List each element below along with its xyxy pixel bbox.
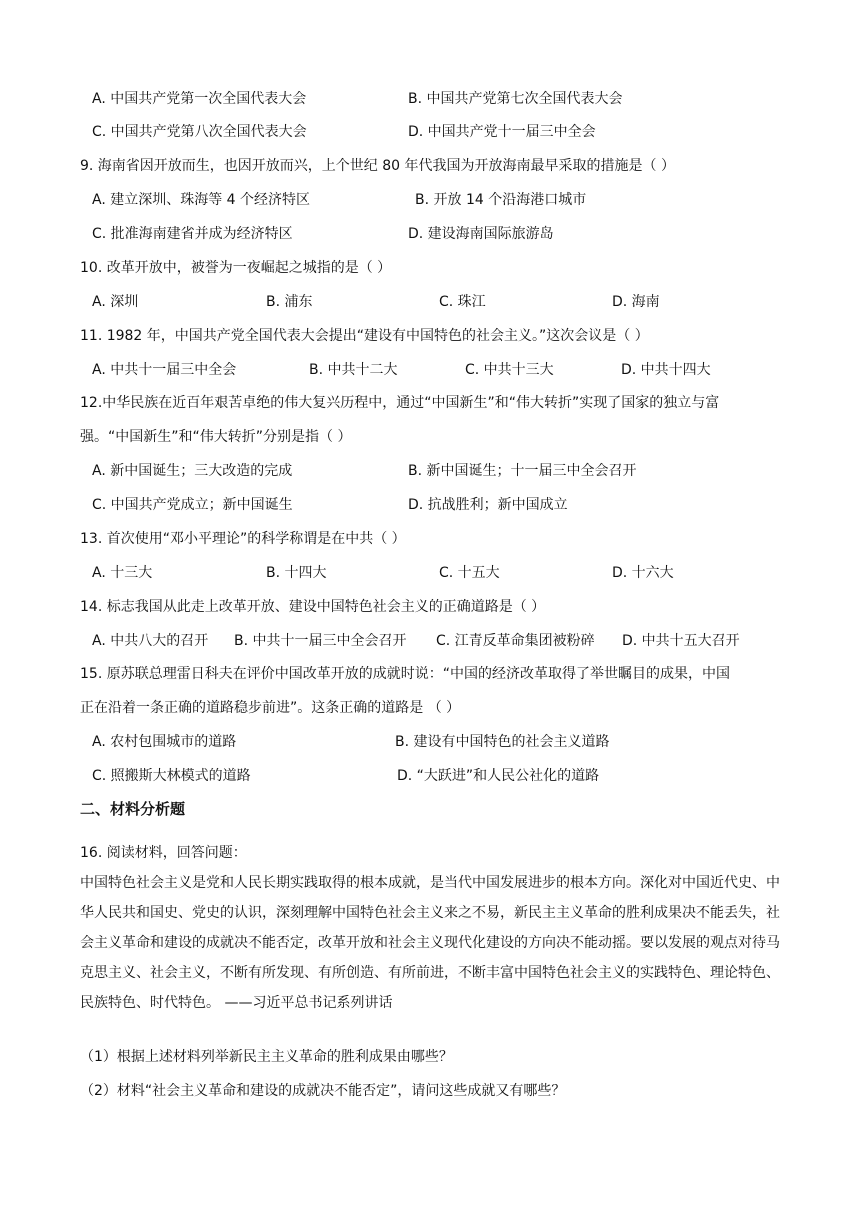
q9-option-d: D. 建设海南国际旅游岛 [408, 226, 554, 242]
q15-option-d: D. “大跃进”和人民公社化的道路 [397, 768, 600, 784]
q15-stem-line2: 正在沿着一条正确的道路稳步前进”。这条正确的道路是 （ ） [80, 700, 461, 716]
q9-option-c: C. 批准海南建省并成为经济特区 [92, 226, 293, 242]
q13-option-a: A. 十三大 [92, 565, 153, 581]
q10-option-c: C. 珠江 [439, 294, 486, 310]
q11-option-d: D. 中共十四大 [621, 362, 711, 378]
q12-option-d: D. 抗战胜利；新中国成立 [408, 497, 568, 513]
q8-option-b: B. 中国共产党第七次全国代表大会 [408, 91, 623, 107]
q9-option-a: A. 建立深圳、珠海等 4 个经济特区 [92, 192, 311, 208]
q12-option-a: A. 新中国诞生；三大改造的完成 [92, 463, 293, 479]
q12-stem-line1: 12.中华民族在近百年艰苦卓绝的伟大复兴历程中，通过“中国新生”和“伟大转折”实现了国家的独立与富 [80, 395, 720, 411]
q12-option-c: C. 中国共产党成立；新中国诞生 [92, 497, 293, 513]
q11-option-c: C. 中共十三大 [465, 362, 554, 378]
q8-option-a: A. 中国共产党第一次全国代表大会 [92, 91, 307, 107]
q15-option-b: B. 建设有中国特色的社会主义道路 [395, 734, 610, 750]
q11-option-b: B. 中共十二大 [309, 362, 398, 378]
q15-option-c: C. 照搬斯大林模式的道路 [92, 768, 251, 784]
q16-material: 中国特色社会主义是党和人民长期实践取得的根本成就，是当代中国发展进步的根本方向。深化对中国近代史、中华人民共和国史、党史的认识，深刻理解中国特色社会主义来之不易，新民主主义革命的胜利成果决不能丢失，社会主义革命和建设的成就决不能否定，改革开放和社会主义现代化建设的方向决不能动摇。要以发展的观点对待马克思主义、社会主义，不断有所发现、有所创造、有所前进，不断丰富中国特色社会主义的实践特色、理论特色、民族特色、时代特色。 ——习近平总书记系列讲话 [80, 875, 780, 1011]
q10-option-d: D. 海南 [612, 294, 660, 310]
q10-option-a: A. 深圳 [92, 294, 139, 310]
q13-stem: 13. 首次使用“邓小平理论”的科学称谓是在中共（ ） [80, 531, 406, 547]
q15-option-a: A. 农村包围城市的道路 [92, 734, 237, 750]
q14-option-d: D. 中共十五大召开 [622, 633, 740, 649]
q14-option-b: B. 中共十一届三中全会召开 [234, 633, 407, 649]
q12-option-b: B. 新中国诞生；十一届三中全会召开 [408, 463, 637, 479]
q14-stem: 14. 标志我国从此走上改革开放、建设中国特色社会主义的正确道路是（ ） [80, 599, 546, 615]
q16-subquestion-1: （1）根据上述材料列举新民主主义革命的胜利成果由哪些？ [80, 1049, 453, 1065]
q11-stem: 11. 1982 年，中国共产党全国代表大会提出“建设有中国特色的社会主义。”这次会议是（ ） [80, 328, 649, 344]
q9-stem: 9. 海南省因开放而生，也因开放而兴，上个世纪 80 年代我国为开放海南最早采取的措施是（ ） [80, 158, 675, 174]
q10-option-b: B. 浦东 [266, 294, 313, 310]
q15-stem-line1: 15. 原苏联总理雷日科夫在评价中国改革开放的成就时说：“中国的经济改革取得了举世瞩目的成果，中国 [80, 666, 730, 682]
q13-option-d: D. 十六大 [612, 565, 674, 581]
q13-option-b: B. 十四大 [266, 565, 327, 581]
q8-option-c: C. 中国共产党第八次全国代表大会 [92, 124, 307, 140]
q14-option-c: C. 江青反革命集团被粉碎 [436, 633, 595, 649]
q16-subquestion-2: （2）材料“社会主义革命和建设的成就决不能否定”，请问这些成就又有哪些？ [80, 1083, 566, 1099]
q13-option-c: C. 十五大 [439, 565, 500, 581]
q14-option-a: A. 中共八大的召开 [92, 633, 209, 649]
q10-stem: 10. 改革开放中，被誉为一夜崛起之城指的是（ ） [80, 260, 392, 276]
q9-option-b: B. 开放 14 个沿海港口城市 [415, 192, 587, 208]
q16-stem: 16. 阅读材料，回答问题： [80, 845, 247, 861]
q8-option-d: D. 中国共产党十一届三中全会 [408, 124, 596, 140]
section-title: 二、材料分析题 [80, 800, 186, 818]
q12-stem-line2: 强。“中国新生”和“伟大转折”分别是指（ ） [80, 429, 352, 445]
q11-option-a: A. 中共十一届三中全会 [92, 362, 237, 378]
